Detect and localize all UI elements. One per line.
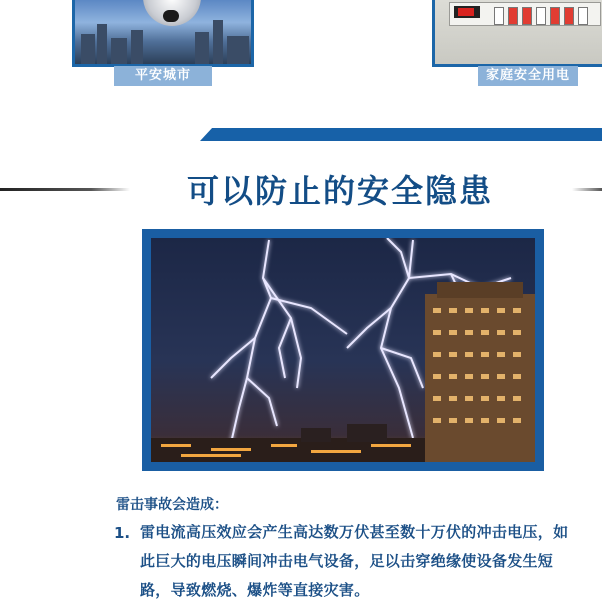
home-caption: 家庭安全用电 <box>478 66 578 86</box>
building-silhouette <box>227 36 249 64</box>
title-rule-left <box>0 188 130 191</box>
building-silhouette <box>213 20 223 64</box>
breaker-switch-icon <box>578 7 588 25</box>
breaker-switch-icon <box>522 7 532 25</box>
tall-building <box>425 282 535 462</box>
city-skyline <box>151 424 425 462</box>
breaker-switch-icon <box>536 7 546 25</box>
breaker-switch-icon <box>550 7 560 25</box>
city-caption: 平安城市 <box>114 66 212 86</box>
section-title: 可以防止的安全隐患 <box>186 172 493 210</box>
lightning-photo-frame <box>142 229 544 471</box>
breaker-switch-icon <box>508 7 518 25</box>
building-silhouette <box>97 24 107 64</box>
section-header-band <box>200 128 602 141</box>
hazard-item-number: 1. <box>114 524 131 542</box>
hazard-list-heading: 雷击事故会造成： <box>116 497 228 513</box>
lightning-scene <box>151 238 535 462</box>
building-silhouette <box>81 34 95 64</box>
meter-indicator <box>458 8 474 16</box>
building-silhouette <box>195 32 209 64</box>
camera-lens-icon <box>163 10 179 22</box>
hazard-item-text: 雷电流高压效应会产生高达数万伏甚至数十万伏的冲击电压，如此巨大的电压瞬间冲击电气设备，足以击穿绝缘使设备发生短路，导致燃烧、爆炸等直接灾害。 <box>140 523 569 599</box>
breaker-switch-icon <box>564 7 574 25</box>
building-silhouette <box>131 30 143 64</box>
lightning-bolt-icon <box>211 240 347 443</box>
building-silhouette <box>111 38 127 64</box>
breaker-switch-icon <box>494 7 504 25</box>
home-electrical-photo <box>432 0 602 67</box>
lightning-photo <box>151 238 535 462</box>
title-rule-right <box>572 188 602 191</box>
city-security-photo <box>72 0 254 67</box>
breaker-panel <box>449 2 601 26</box>
